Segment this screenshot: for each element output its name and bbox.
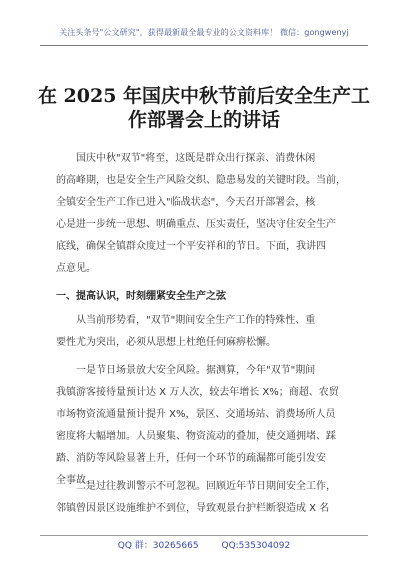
- text-line: 二是过往教训警示不可忽视。回顾近年节日期间安全工作，: [76, 481, 336, 492]
- section1-paragraph-2: [56, 360, 356, 492]
- text-line: 底线，确保全镇群众度过一个平安祥和的节日。下面，我讲四: [56, 241, 326, 252]
- header-promo-text: 关注头条号"公文研究"，获得最新最全最专业的公文资料库！ 微信：gongwenyj: [59, 28, 349, 37]
- header-divider: [40, 45, 368, 46]
- footer-contact: [0, 538, 408, 551]
- text-line: 密度将大幅增加。人员聚集、物资流动的叠加，使交通拥堵、踩: [56, 431, 336, 442]
- header-banner: [0, 0, 408, 52]
- intro-paragraph: [56, 148, 356, 280]
- text-line: 心是进一步统一思想、明确重点、压实责任，坚决守住安全生产: [56, 219, 336, 230]
- text-line: 从当前形势看，"双节"期间安全生产工作的特殊性、重: [76, 315, 316, 326]
- text-line: 全镇安全生产工作已进入"临战状态"，今天召开部署会，核: [56, 197, 316, 208]
- text-line: 邻镇曾因景区设施维护不到位，导致观景台护栏断裂造成 X 名: [56, 503, 330, 514]
- text-line: 的高峰期，也是安全生产风险交织、隐患易发的关键时段。当前，: [56, 175, 346, 186]
- text-line: 要性尤为突出，必须从思想上杜绝任何麻痹松懈。: [56, 337, 276, 348]
- footer-qq-number: QQ:535304092: [221, 541, 291, 551]
- title-line-1: 在 2025 年国庆中秋节前后安全生产工: [37, 85, 371, 107]
- footer-divider: [40, 535, 368, 536]
- section-heading-1: 一、提高认识，时刻绷紧安全生产之弦: [56, 291, 226, 302]
- footer-qq-group: QQ 群：30265665: [117, 541, 199, 551]
- section1-paragraph-3: [56, 476, 356, 520]
- text-line: 我镇游客接待量预计达 X 万人次，较去年增长 X%；商超、农贸: [56, 387, 339, 398]
- text-line: 一是节日场景放大安全风险。据测算，今年"双节"期间: [76, 365, 316, 376]
- title-line-2: 作部署会上的讲话: [127, 109, 280, 131]
- text-line: 点意见。: [56, 263, 96, 274]
- text-line: 踏、消防等风险显著上升，任何一个环节的疏漏都可能引发安: [56, 453, 326, 464]
- section1-paragraph-1: [56, 310, 356, 354]
- text-line: 市场物资流通量预计提升 X%，景区、交通场站、消费场所人员: [56, 409, 336, 420]
- document-title: [30, 84, 378, 132]
- text-line: 全事故。: [56, 475, 96, 486]
- text-line: 国庆中秋"双节"将至，这既是群众出行探亲、消费休闲: [76, 153, 316, 164]
